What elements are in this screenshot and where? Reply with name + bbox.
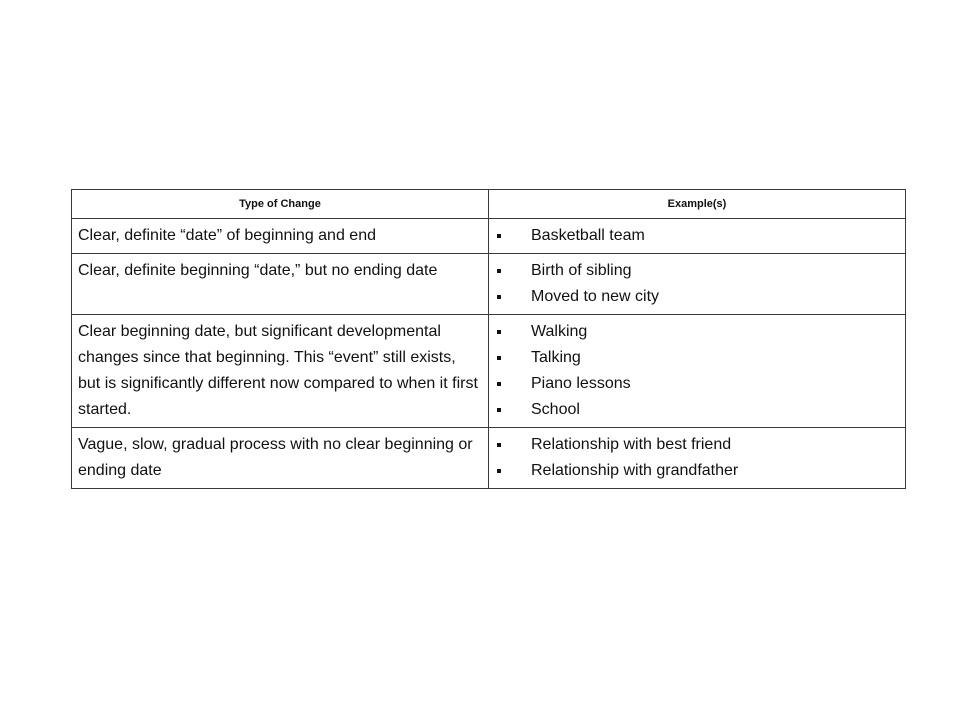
square-bullet-icon <box>497 234 501 238</box>
table-row <box>72 428 906 489</box>
examples-cell <box>489 219 906 254</box>
header-row <box>72 190 906 219</box>
list-item <box>497 319 899 345</box>
square-bullet-icon <box>497 330 501 334</box>
list-item <box>497 345 899 371</box>
example-text: Talking <box>531 349 581 366</box>
list-item <box>497 258 899 284</box>
examples-list <box>497 319 899 423</box>
square-bullet-icon <box>497 408 501 412</box>
examples-cell <box>489 315 906 428</box>
example-text: School <box>531 401 580 418</box>
example-text: Piano lessons <box>531 375 631 392</box>
example-text: Walking <box>531 323 588 340</box>
square-bullet-icon <box>497 356 501 360</box>
square-bullet-icon <box>497 269 501 273</box>
square-bullet-icon <box>497 382 501 386</box>
examples-cell <box>489 254 906 315</box>
square-bullet-icon <box>497 469 501 473</box>
type-cell: Clear beginning date, but significant developmental changes since that beginning. This “event” still exists, but is significantly different now compared to when it first started. <box>72 315 489 428</box>
change-types-table <box>71 189 906 489</box>
examples-list <box>497 432 899 484</box>
list-item <box>497 371 899 397</box>
list-item <box>497 284 899 310</box>
list-item <box>497 458 899 484</box>
list-item <box>497 223 899 249</box>
header-type-of-change: Type of Change <box>72 190 489 219</box>
table-row <box>72 254 906 315</box>
example-text: Relationship with best friend <box>531 436 732 453</box>
type-cell: Clear, definite beginning “date,” but no ending date <box>72 254 489 315</box>
table-row <box>72 219 906 254</box>
type-cell: Vague, slow, gradual process with no clear beginning or ending date <box>72 428 489 489</box>
example-text: Moved to new city <box>531 288 660 305</box>
example-text: Relationship with grandfather <box>531 462 739 479</box>
list-item <box>497 397 899 423</box>
examples-list <box>497 258 899 310</box>
square-bullet-icon <box>497 443 501 447</box>
examples-cell <box>489 428 906 489</box>
examples-list <box>497 223 899 249</box>
example-text: Birth of sibling <box>531 262 632 279</box>
example-text: Basketball team <box>531 227 645 244</box>
table-row <box>72 315 906 428</box>
list-item <box>497 432 899 458</box>
header-examples: Example(s) <box>489 190 906 219</box>
square-bullet-icon <box>497 295 501 299</box>
type-cell: Clear, definite “date” of beginning and end <box>72 219 489 254</box>
